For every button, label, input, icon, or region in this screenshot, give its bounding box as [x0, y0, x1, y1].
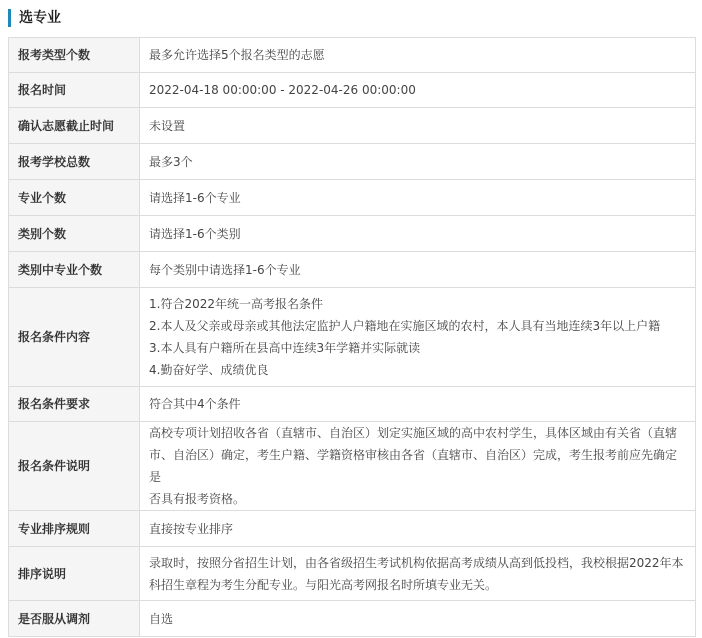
table-row — [9, 180, 696, 216]
row-value — [140, 252, 696, 288]
row-value-line: 4.勤奋好学、成绩优良 — [149, 363, 269, 377]
row-value — [140, 601, 696, 637]
row-value-line: 2022-04-18 00:00:00 - 2022-04-26 00:00:00 — [149, 83, 416, 97]
section-title: 选专业 — [19, 10, 61, 26]
row-value — [140, 180, 696, 216]
table-row — [9, 288, 696, 387]
row-value-line: 请选择1-6个类别 — [149, 226, 241, 241]
row-value-line: 符合其中4个条件 — [149, 397, 241, 411]
row-value-line: 否具有报考资格。 — [149, 492, 246, 506]
row-value-line: 每个类别中请选择1-6个专业 — [149, 262, 301, 277]
row-value — [140, 288, 696, 387]
row-value-line: 最多3个 — [149, 154, 193, 169]
row-label: 报名条件内容 — [9, 288, 140, 387]
row-value-line: 3.本人具有户籍所在县高中连续3年学籍并实际就读 — [149, 341, 421, 355]
row-value-line: 请选择1-6个专业 — [149, 190, 241, 205]
table-row — [9, 422, 696, 511]
row-label: 类别个数 — [9, 216, 140, 252]
row-label: 报考学校总数 — [9, 144, 140, 180]
table-row — [9, 108, 696, 144]
table-row — [9, 601, 696, 637]
row-label: 确认志愿截止时间 — [9, 108, 140, 144]
row-value — [140, 511, 696, 547]
table-row — [9, 547, 696, 601]
row-label: 报考类型个数 — [9, 38, 140, 73]
section-header — [8, 0, 694, 36]
row-label: 报名条件说明 — [9, 422, 140, 511]
row-value-line: 2.本人及父亲或母亲或其他法定监护人户籍地在实施区域的农村，本人具有当地连续3年以上户籍 — [149, 319, 661, 333]
row-label: 报名时间 — [9, 73, 140, 108]
section-accent-bar — [8, 9, 11, 27]
table-row — [9, 387, 696, 422]
row-value-line: 市、自治区）确定，考生户籍、学籍资格审核由各省（直辖市、自治区）完成，考生报考前应先确定是 — [149, 448, 678, 484]
row-value — [140, 422, 696, 511]
row-value-line: 科招生章程为考生分配专业。与阳光高考网报名时所填专业无关。 — [149, 577, 498, 592]
row-value — [140, 387, 696, 422]
row-label: 排序说明 — [9, 547, 140, 601]
major-info-table — [8, 37, 696, 637]
row-value — [140, 144, 696, 180]
row-label: 专业个数 — [9, 180, 140, 216]
table-row — [9, 252, 696, 288]
row-value-line: 未设置 — [149, 118, 186, 133]
table-row — [9, 144, 696, 180]
row-value-line: 1.符合2022年统一高考报名条件 — [149, 297, 323, 311]
row-label: 是否服从调剂 — [9, 601, 140, 637]
row-value-line: 录取时，按照分省招生计划，由各省级招生考试机构依据高考成绩从高到低投档，我校根据2022年本 — [149, 555, 684, 570]
row-label: 类别中专业个数 — [9, 252, 140, 288]
row-value-line: 自选 — [149, 611, 174, 626]
row-value — [140, 73, 696, 108]
row-value — [140, 216, 696, 252]
table-row — [9, 73, 696, 108]
row-value — [140, 108, 696, 144]
table-row — [9, 511, 696, 547]
row-label: 报名条件要求 — [9, 387, 140, 422]
row-value-line: 高校专项计划招收各省（直辖市、自治区）划定实施区域的高中农村学生，具体区域由有关省（直辖 — [149, 426, 678, 440]
row-value-line: 最多允许选择5个报名类型的志愿 — [149, 48, 325, 62]
table-row — [9, 38, 696, 73]
row-value — [140, 547, 696, 601]
row-label: 专业排序规则 — [9, 511, 140, 547]
table-row — [9, 216, 696, 252]
row-value-line: 直接按专业排序 — [149, 521, 234, 536]
row-value — [140, 38, 696, 73]
